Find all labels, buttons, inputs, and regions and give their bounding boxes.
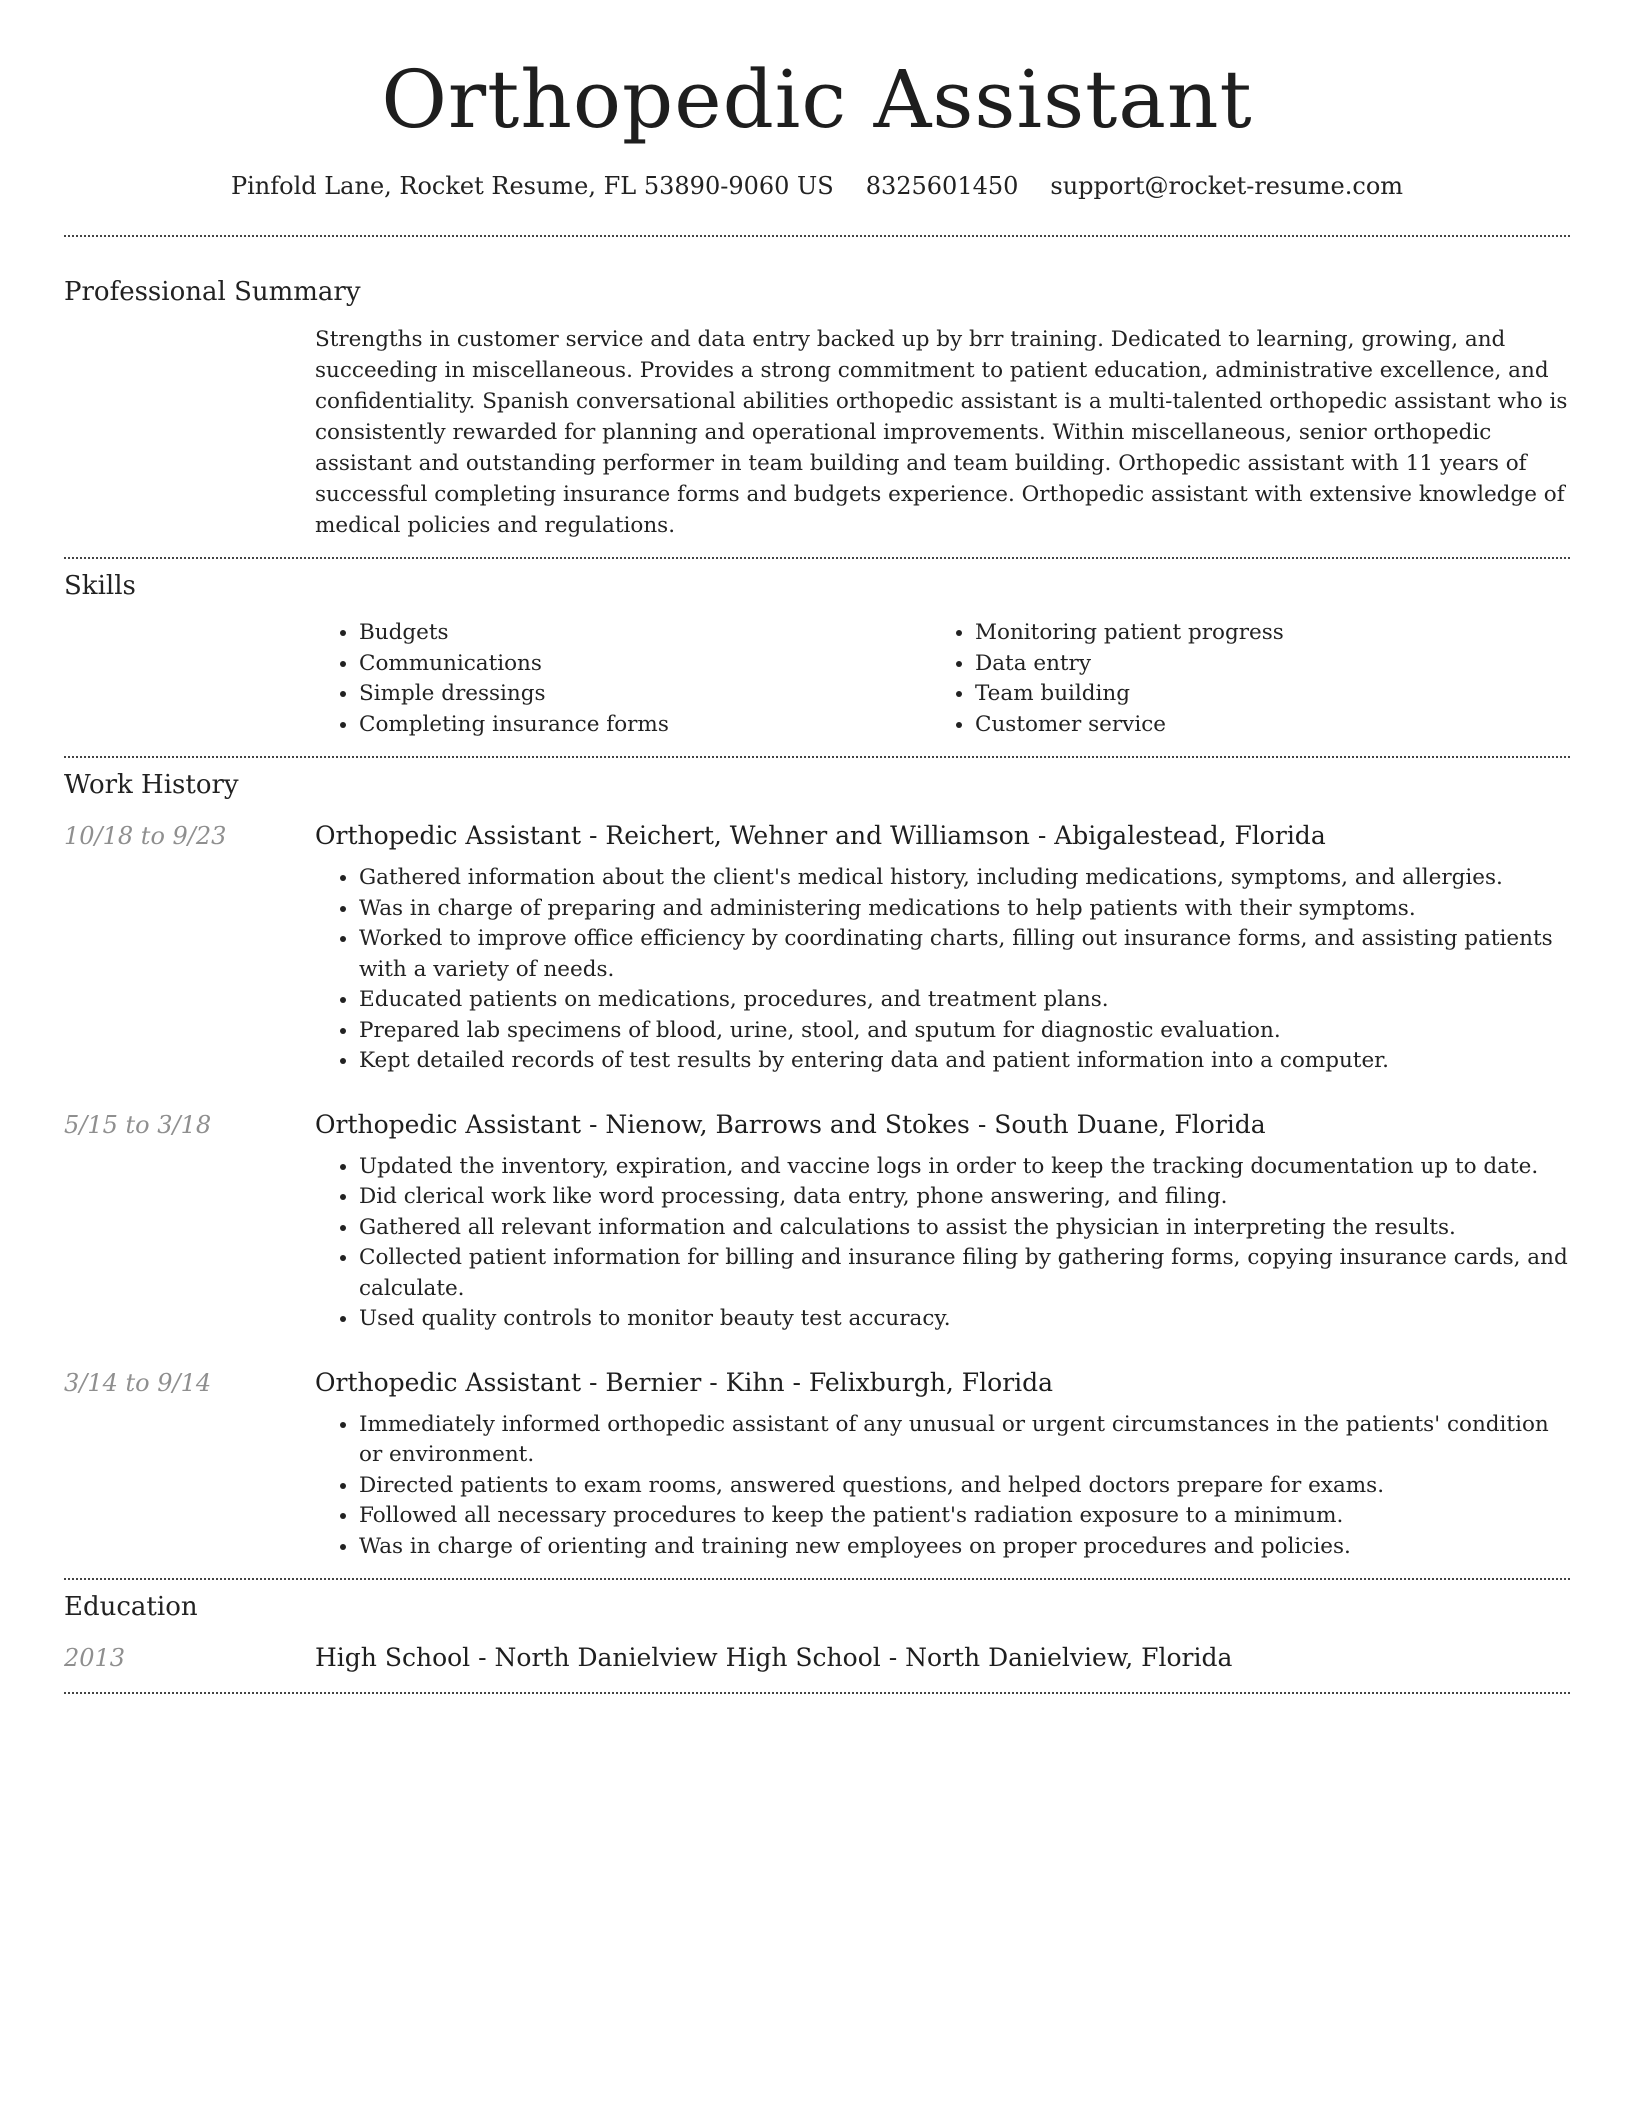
skill-item: • Data entry bbox=[975, 649, 1547, 680]
education-heading: High School - North Danielview High School - North Danielview, Florida bbox=[315, 1643, 1233, 1672]
skill-item: • Communications bbox=[359, 649, 931, 680]
duty-item: • Collected patient information for billing and insurance filing by gathering forms, copying insurance cards, and calculate. bbox=[359, 1243, 1570, 1304]
job-dates: 3/14 to 9/14 bbox=[64, 1368, 212, 1397]
skill-item: • Team building bbox=[975, 679, 1547, 710]
summary-text: Strengths in customer service and data entry backed up by brr training. Dedicated to learning, growing, and succeeding in miscellaneous. Provides a strong commitment to patient education, administrative excellence, and confidentiality. Spanish conversational abilities orthopedic assistant is a multi-talented orthopedic assistant who is consistently rewarded for planning and operational improvements. Within miscellaneous, senior orthopedic assistant and outstanding performer in team building and team building. Orthopedic assistant with 11 years of successful completing insurance forms and budgets experience. Orthopedic assistant with extensive knowledge of medical policies and regulations. bbox=[315, 327, 1568, 538]
job-heading: Orthopedic Assistant - Reichert, Wehner and Williamson - Abigalestead, Florida bbox=[315, 821, 1326, 850]
divider bbox=[64, 756, 1570, 758]
duty-item: • Immediately informed orthopedic assistant of any unusual or urgent circumstances in the patients' condition or environment. bbox=[359, 1410, 1570, 1471]
divider bbox=[64, 557, 1570, 559]
job-heading: Orthopedic Assistant - Bernier - Kihn - Felixburgh, Florida bbox=[315, 1367, 1054, 1397]
duty-item: • Updated the inventory, expiration, and vaccine logs in order to keep the tracking documentation up to date. bbox=[359, 1152, 1570, 1183]
summary-title: Professional Summary bbox=[64, 277, 361, 307]
duty-item: • Educated patients on medications, procedures, and treatment plans. bbox=[359, 985, 1570, 1016]
skill-item: • Monitoring patient progress bbox=[975, 618, 1547, 649]
education-year: 2013 bbox=[64, 1644, 126, 1672]
job-heading: Orthopedic Assistant - Nienow, Barrows and Stokes - South Duane, Florida bbox=[315, 1109, 1266, 1139]
job-entry bbox=[64, 1110, 1570, 1335]
work-section bbox=[64, 770, 1570, 1562]
skills-title: Skills bbox=[64, 571, 136, 601]
resume-page bbox=[64, 0, 1570, 1694]
duty-item: • Did clerical work like word processing, data entry, phone answering, and filing. bbox=[359, 1182, 1570, 1213]
skills-list bbox=[315, 618, 1570, 740]
contact-address: Pinfold Lane, Rocket Resume, FL 53890-9060 US bbox=[230, 172, 834, 200]
job-duties bbox=[315, 1152, 1570, 1335]
duty-item: • Followed all necessary procedures to keep the patient's radiation exposure to a minimum. bbox=[359, 1501, 1570, 1532]
job-duties bbox=[315, 863, 1570, 1077]
education-section bbox=[64, 1592, 1570, 1672]
duty-item: • Was in charge of orienting and training new employees on proper procedures and policies. bbox=[359, 1532, 1570, 1563]
skill-item: • Customer service bbox=[975, 710, 1547, 741]
job-dates: 5/15 to 3/18 bbox=[64, 1110, 212, 1139]
work-title: Work History bbox=[64, 770, 239, 800]
duty-item: • Worked to improve office efficiency by coordinating charts, filling out insurance forms, and assisting patients with a variety of needs. bbox=[359, 924, 1570, 985]
duty-item: • Gathered all relevant information and calculations to assist the physician in interpreting the results. bbox=[359, 1213, 1570, 1244]
skill-item: • Simple dressings bbox=[359, 679, 931, 710]
education-title: Education bbox=[64, 1592, 198, 1622]
skill-item: • Budgets bbox=[359, 618, 931, 649]
contact-line bbox=[64, 172, 1570, 200]
skills-column-right bbox=[931, 618, 1547, 740]
job-duties bbox=[315, 1410, 1570, 1563]
job-entry bbox=[64, 1368, 1570, 1563]
candidate-name: Orthopedic Assistant bbox=[381, 53, 1253, 146]
skills-section bbox=[64, 571, 1570, 740]
divider bbox=[64, 235, 1570, 237]
skills-column-left bbox=[315, 618, 931, 740]
job-entry bbox=[64, 821, 1570, 1077]
duty-item: • Kept detailed records of test results by entering data and patient information into a computer. bbox=[359, 1046, 1570, 1077]
duty-item: • Prepared lab specimens of blood, urine, stool, and sputum for diagnostic evaluation. bbox=[359, 1016, 1570, 1047]
skill-item: • Completing insurance forms bbox=[359, 710, 931, 741]
divider bbox=[64, 1692, 1570, 1694]
duty-item: • Was in charge of preparing and administering medications to help patients with their symptoms. bbox=[359, 894, 1570, 925]
duty-item: • Used quality controls to monitor beauty test accuracy. bbox=[359, 1304, 1570, 1335]
contact-phone: 8325601450 bbox=[865, 172, 1019, 200]
duty-item: • Gathered information about the client's medical history, including medications, symptoms, and allergies. bbox=[359, 863, 1570, 894]
job-dates: 10/18 to 9/23 bbox=[64, 822, 227, 850]
divider bbox=[64, 1578, 1570, 1580]
duty-item: • Directed patients to exam rooms, answered questions, and helped doctors prepare for exams. bbox=[359, 1471, 1570, 1502]
summary-section bbox=[64, 277, 1570, 541]
contact-email: support@rocket-resume.com bbox=[1050, 172, 1404, 200]
